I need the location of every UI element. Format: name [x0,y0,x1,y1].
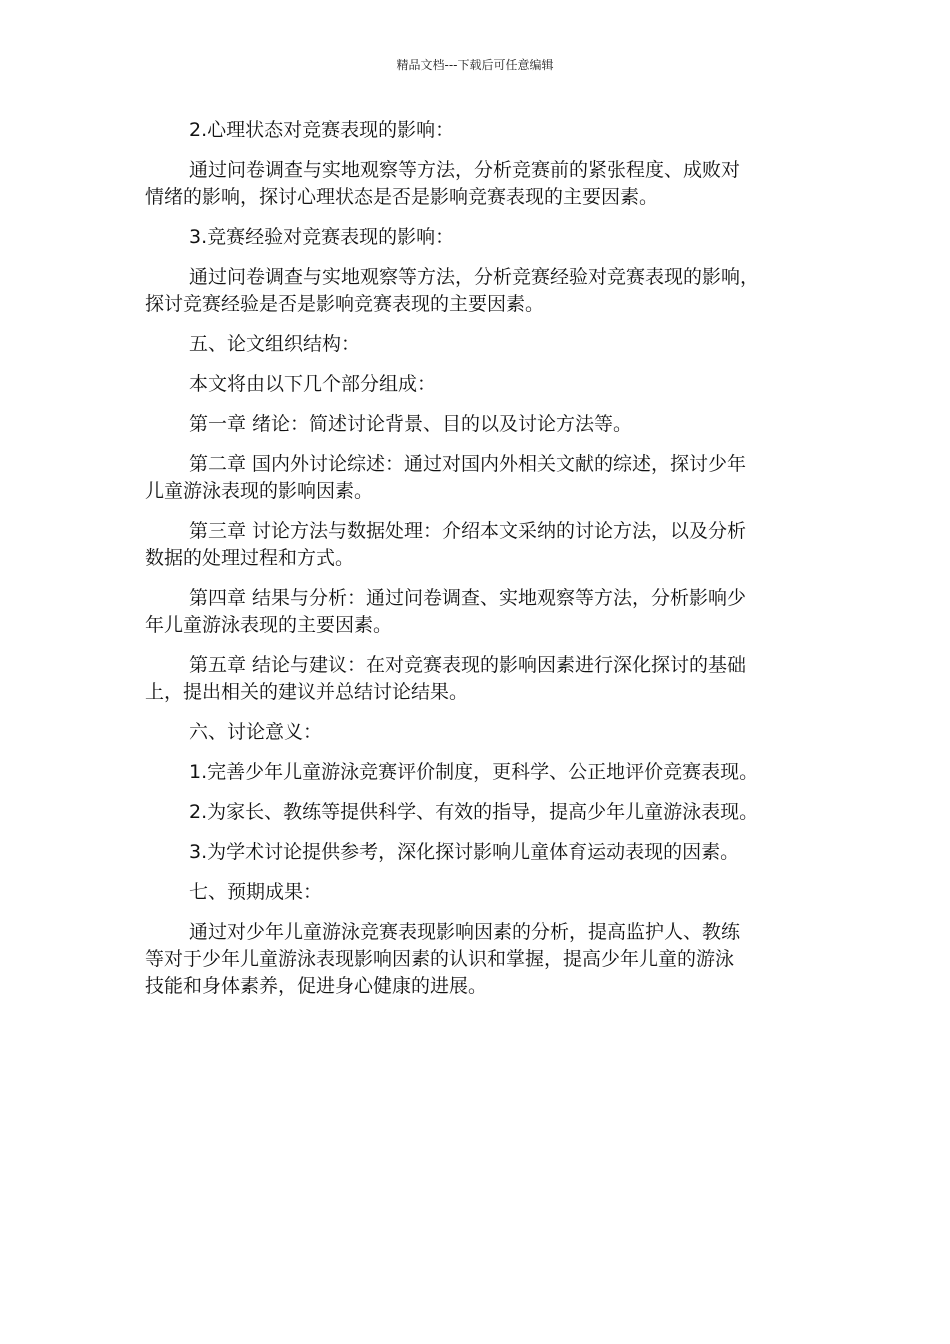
paragraph-line: 3.竞赛经验对竞赛表现的影响： [189,226,455,248]
paragraph-line: 七、预期成果： [189,881,323,903]
paragraph [145,839,805,866]
paragraph-line: 通过对少年儿童游泳竞赛表现影响因素的分析，提高监护人、教练 [189,921,741,943]
paragraph [145,157,805,211]
paragraph-line: 第四章 结果与分析：通过问卷调查、实地观察等方法，分析影响少 [189,587,747,609]
paragraph-line: 本文将由以下几个部分组成： [189,373,437,395]
paragraph-line: 第二章 国内外讨论综述：通过对国内外相关文献的综述，探讨少年 [189,453,747,475]
paragraph [145,759,805,786]
paragraph-line: 1.完善少年儿童游泳竞赛评价制度，更科学、公正地评价竞赛表现。 [189,761,759,783]
paragraph-line: 五、论文组织结构： [189,333,361,355]
paragraph-line: 年儿童游泳表现的主要因素。 [145,614,393,636]
paragraph-line: 3.为学术讨论提供参考，深化探讨影响儿童体育运动表现的因素。 [189,841,740,863]
paragraph [145,331,805,358]
paragraph [145,799,805,826]
page-header: 精品文档---下载后可任意编辑 [396,58,554,72]
paragraph-line: 2.为家长、教练等提供科学、有效的指导，提高少年儿童游泳表现。 [189,801,759,823]
paragraph [145,652,805,706]
paragraph-line: 第三章 讨论方法与数据处理：介绍本文采纳的讨论方法，以及分析 [189,520,747,542]
paragraph-line: 情绪的影响，探讨心理状态是否是影响竞赛表现的主要因素。 [145,186,659,208]
paragraph [145,371,805,398]
paragraph [145,879,805,906]
paragraph-line: 技能和身体素养，促进身心健康的进展。 [145,975,488,997]
paragraph-line: 六、讨论意义： [189,721,323,743]
paragraph-line: 儿童游泳表现的影响因素。 [145,480,374,502]
paragraph [145,451,805,505]
paragraph-line: 等对于少年儿童游泳表现影响因素的认识和掌握，提高少年儿童的游泳 [145,948,735,970]
paragraph-line: 2.心理状态对竞赛表现的影响： [189,119,455,141]
paragraph [145,224,805,251]
paragraph [145,264,805,318]
paragraph [145,719,805,746]
document-body [145,117,805,1013]
paragraph-line: 通过问卷调查与实地观察等方法，分析竞赛前的紧张程度、成败对 [189,159,741,181]
paragraph [145,585,805,639]
paragraph-line: 上，提出相关的建议并总结讨论结果。 [145,681,469,703]
paragraph-line: 第一章 绪论：简述讨论背景、目的以及讨论方法等。 [189,413,633,435]
paragraph-line: 第五章 结论与建议：在对竞赛表现的影响因素进行深化探讨的基础 [189,654,747,676]
paragraph-line: 数据的处理过程和方式。 [145,547,355,569]
paragraph [145,919,805,1000]
paragraph [145,411,805,438]
paragraph-line: 探讨竞赛经验是否是影响竞赛表现的主要因素。 [145,293,545,315]
paragraph [145,518,805,572]
paragraph-line: 通过问卷调查与实地观察等方法，分析竞赛经验对竞赛表现的影响， [189,266,760,288]
paragraph [145,117,805,144]
